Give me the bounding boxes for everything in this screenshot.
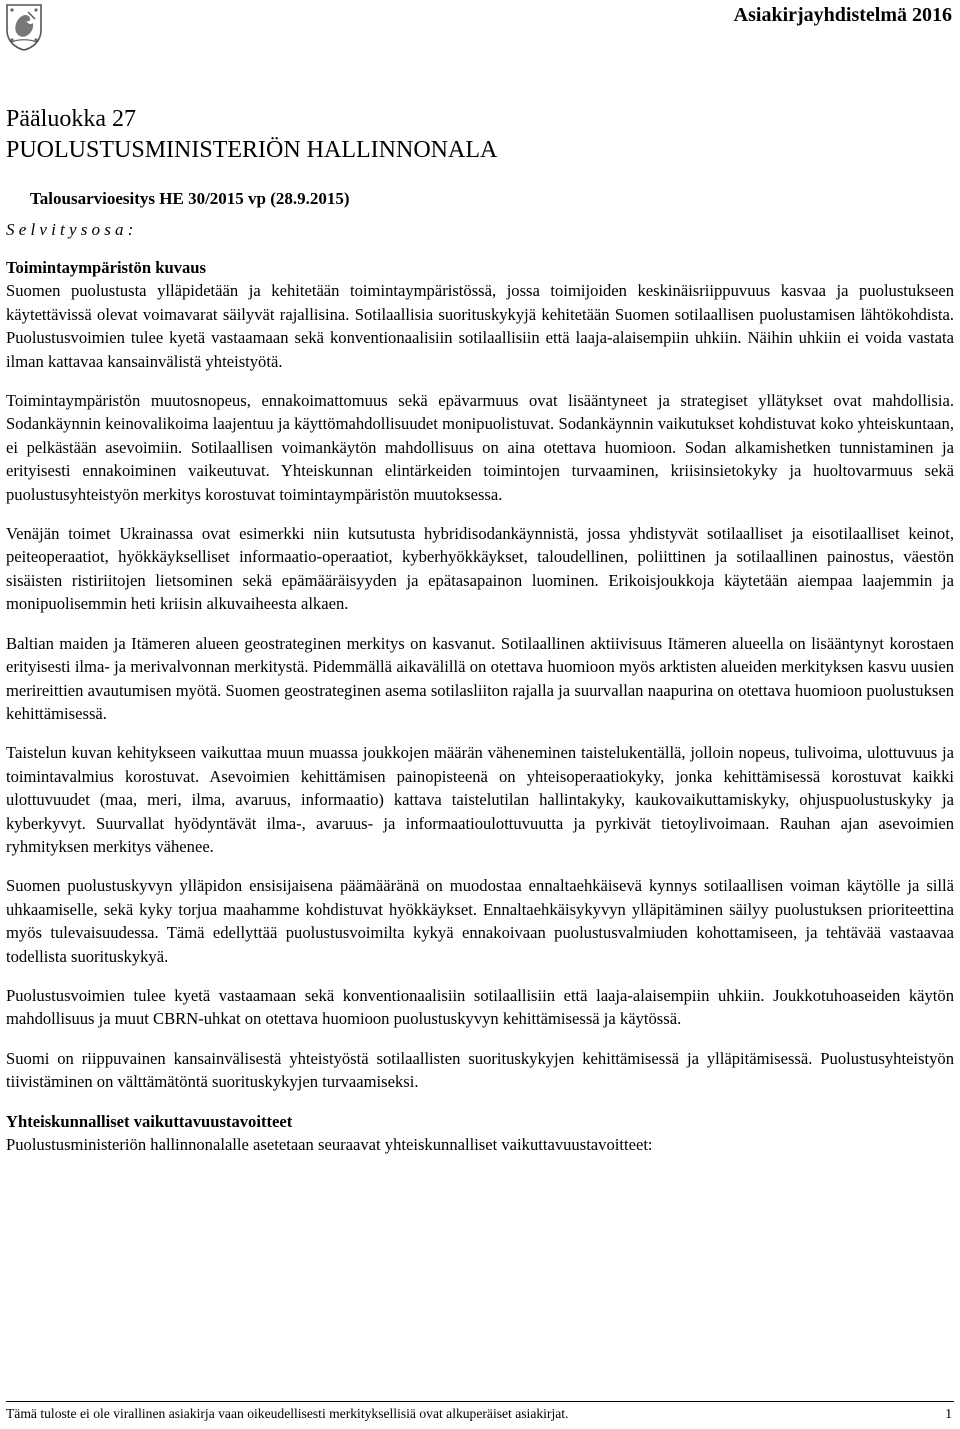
footer-divider — [6, 1401, 954, 1402]
page-header — [0, 0, 960, 60]
objectives-intro: Puolustusministeriön hallinnonalalle asetetaan seuraavat yhteiskunnalliset vaikuttavuustavoitteet: — [6, 1135, 653, 1154]
section-heading-environment: Toimintaympäristön kuvaus — [6, 258, 206, 277]
page-number: 1 — [945, 1406, 952, 1421]
document-body — [6, 256, 954, 1156]
section-heading-objectives: Yhteiskunnalliset vaikuttavuustavoitteet — [6, 1111, 293, 1131]
main-class-title: Pääluokka 27 — [6, 106, 136, 132]
footer-disclaimer: Tämä tuloste ei ole virallinen asiakirja vaan oikeudellisesti merkityksellisiä ovat alkuperäiset asiakirjat. — [6, 1406, 569, 1421]
body-paragraph: Taistelun kuvan kehitykseen vaikuttaa muun muassa joukkojen määrän väheneminen taistelukentällä, jolloin nopeus, tulivoima, ulottuvuus ja toimintavalmius korostuvat. Asevoimien kehittämisen painopisteenä on yhteisoperaatiokyky, jonka kehittämisessä korostuvat kaikki ulottuvuudet (maa, meri, ilma, avaruus, informaatio) kattava taistelutilan hallintakyky, kaukovaikuttamiskyky, ohjuspuolustuskyky ja kyberkyvyt. Suurvallat hyödyntävät ilma-, avaruus- ja informaatioulottuvuutta ja pyrkivät tietoylivoimaan. Rauhan ajan asevoimien ryhmityksen merkitys vähenee. — [6, 743, 954, 856]
body-paragraph: Toimintaympäristön muutosnopeus, ennakoimattomuus sekä epävarmuus ovat lisääntyneet ja strategiset yllätykset ovat mahdollisia. Sodankäynnin keinovalikoima laajentuu ja käyttömahdollisuudet monipuolistuvat. Sodankäynnin vaikutukset kohdistuvat koko yhteiskuntaan, ei pelkästään asevoimiin. Sotilaallisen voimankäytön mahdollisuus on aina otettava huomioon. Sodan alkamishetken tunnistaminen ja erityisesti ennakoiminen vaikeutuvat. Yhteiskunnan elintärkeiden toimintojen turvaaminen, kriisinsietokyky ja huoltovarmuus sekä puolustusyhteistyön merkitys korostuvat toimintaympäristön muutoksessa. — [6, 391, 954, 504]
body-paragraph: Baltian maiden ja Itämeren alueen geostrateginen merkitys on kasvanut. Sotilaallinen aktiivisuus Itämeren alueella on lisääntynyt korostaen erityisesti ilma- ja merivalvonnan merkitystä. Pidemmällä aikavälillä on otettava huomioon myös arktisten alueiden merkityksen kasvu uusien merireittien avautumisen myötä. Suomen geostrateginen asema sotilasliiton rajalla ja suurvallan naapurina on otettava huomioon puolustuksen kehittämisessä. — [6, 633, 954, 723]
body-paragraph: Suomi on riippuvainen kansainvälisestä yhteistyöstä sotilaallisten suorituskykyjen kehittämisessä ja ylläpitämisessä. Puolustusyhteistyön tiivistäminen on välttämätöntä suorituskykyjen turvaamiseksi. — [6, 1048, 954, 1092]
page-title — [6, 104, 497, 166]
coat-of-arms-icon — [4, 2, 44, 52]
body-paragraph: Suomen puolustuskyvyn ylläpidon ensisijaisena päämääränä on muodostaa ennaltaehkäisevä kynnys sotilaallisen voiman käytölle ja sillä uhkaamiselle, sekä kyky torjua maahamme kohdistuvat hyökkäykset. Ennaltaehkäisykyvyn ylläpitäminen säilyy puolustuksen prioriteettina myös tulevaisuudessa. Tämä edellyttää puolustusvoimilta kykyä ennakoivaan puolustusvalmiuden kohottamiseen, ja tehtävää vastaavaa todellista suorituskykyä. — [6, 876, 954, 966]
body-paragraph: Puolustusvoimien tulee kyetä vastaamaan sekä konventionaalisiin sotilaallisiin että laaja-alaisempiin uhkiin. Joukkotuhoaseiden käytön mahdollisuus ja muut CBRN-uhkat on otettava huomioon puolustuskyvyn kehittämisessä ja käytössä. — [6, 985, 954, 1029]
ministry-title: PUOLUSTUSMINISTERIÖN HALLINNONALA — [6, 137, 498, 163]
budget-proposal-subtitle: Talousarvioesitys HE 30/2015 vp (28.9.2015) — [30, 189, 350, 208]
body-paragraph: Venäjän toimet Ukrainassa ovat esimerkki niin kutsutusta hybridisodankäynnistä, jossa yhdistyvät sotilaalliset ja eisotilaalliset keinot, peiteoperaatiot, hyökkäykselliset informaatio-operaatiot, kyberhyökkäykset, taloudellinen, poliittinen ja sotilaallinen painostus, väestön sisäisten ristiriitojen lietsominen sekä epämääräisyyden ja epätasapainon luominen. Erikoisjoukkoja käytetään aiempaa laajemmin ja monipuolisemmin heti kriisin alkuvaiheesta alkaen. — [6, 524, 954, 614]
section-label: Selvitysosa: — [6, 220, 138, 239]
body-paragraph: Suomen puolustusta ylläpidetään ja kehitetään toimintaympäristössä, jossa toimijoiden keskinäisriippuvuus kasvaa ja puolustukseen käytettävissä olevat voimavarat säilyvät rajallisina. Sotilaallisia suorituskykyjä kehitetään Suomen sotilaallisen puolustamisen lähtökohdista. Puolustusvoimien tulee kyetä vastaamaan sekä konventionaalisiin sotilaallisiin että laaja-alaisempiin uhkiin. Näihin uhkiin ei voida vastata ilman kattavaa kansainvälistä yhteistyötä. — [6, 281, 954, 371]
document-type-label: Asiakirjayhdistelmä 2016 — [733, 4, 952, 26]
